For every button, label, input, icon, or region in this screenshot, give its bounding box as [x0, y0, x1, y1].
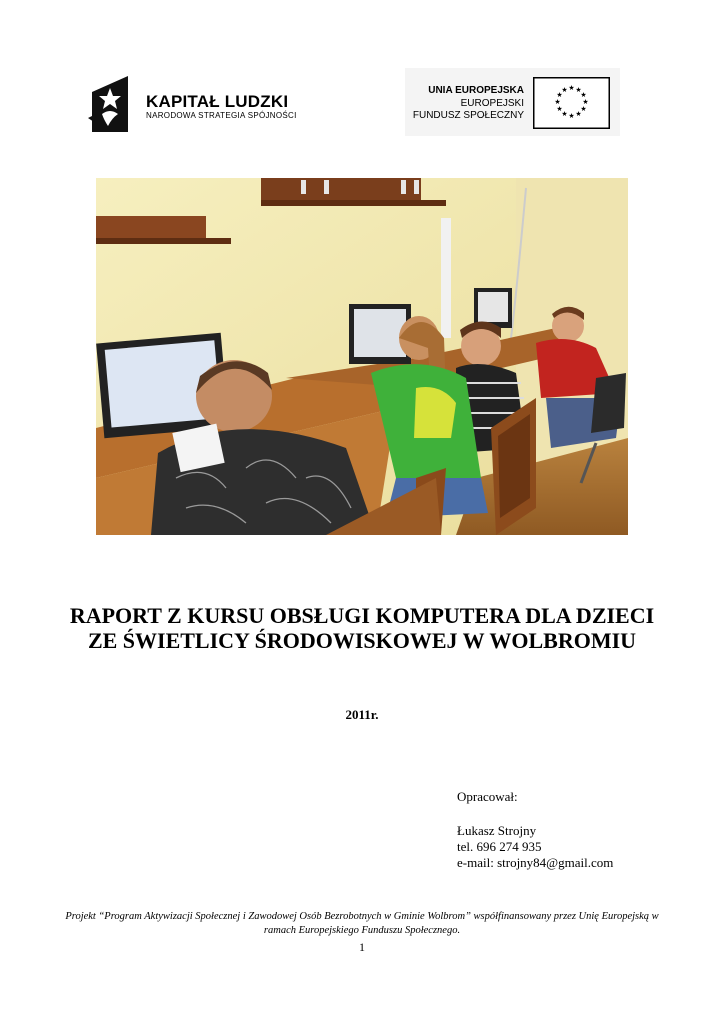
page-number: 1 [359, 940, 365, 954]
svg-text:★: ★ [568, 112, 575, 120]
author-phone: tel. 696 274 935 [457, 839, 542, 854]
author-email: e-mail: strojny84@gmail.com [457, 855, 614, 870]
author-name: Łukasz Strojny [457, 823, 537, 838]
eu-logo-line-2: EUROPEJSKI [460, 98, 524, 109]
eu-logo-line-3: FUNDUSZ SPOŁECZNY [412, 110, 524, 121]
document-title: RAPORT Z KURSU OBSŁUGI KOMPUTERA DLA DZIECI ZE ŚWIETLICY ŚRODOWISKOWEJ W WOLBROMIU [69, 603, 655, 653]
svg-text:★: ★ [554, 98, 561, 106]
kapital-ludzki-title: KAPITAŁ LUDZKI [146, 92, 289, 111]
svg-text:★: ★ [575, 110, 582, 118]
svg-text:★: ★ [575, 86, 582, 94]
svg-text:★: ★ [561, 110, 568, 118]
kapital-ludzki-emblem-icon [88, 74, 134, 134]
svg-text:★: ★ [580, 91, 587, 99]
svg-text:★: ★ [580, 105, 587, 113]
author-label: Opracował: [457, 789, 518, 804]
eu-logo-line-1: UNIA EUROPEJSKA [428, 85, 524, 96]
project-footer: Projekt “Program Aktywizacji Społecznej i Zawodowej Osób Bezrobotnych w Gminie Wolbrom” współfinansowany przez Unię Europejską w ramach Europejskiego Funduszu Społecznego. [65, 911, 659, 936]
kapital-ludzki-subtitle: NARODOWA STRATEGIA SPÓJNOŚCI [146, 111, 297, 120]
classroom-photo [96, 178, 628, 535]
svg-text:★: ★ [568, 84, 575, 92]
svg-text:★: ★ [556, 91, 563, 99]
svg-text:★: ★ [582, 98, 589, 106]
svg-text:★: ★ [561, 86, 568, 94]
eu-flag-icon [533, 77, 610, 129]
svg-text:★: ★ [556, 105, 563, 113]
document-year: 2011r. [345, 707, 379, 722]
